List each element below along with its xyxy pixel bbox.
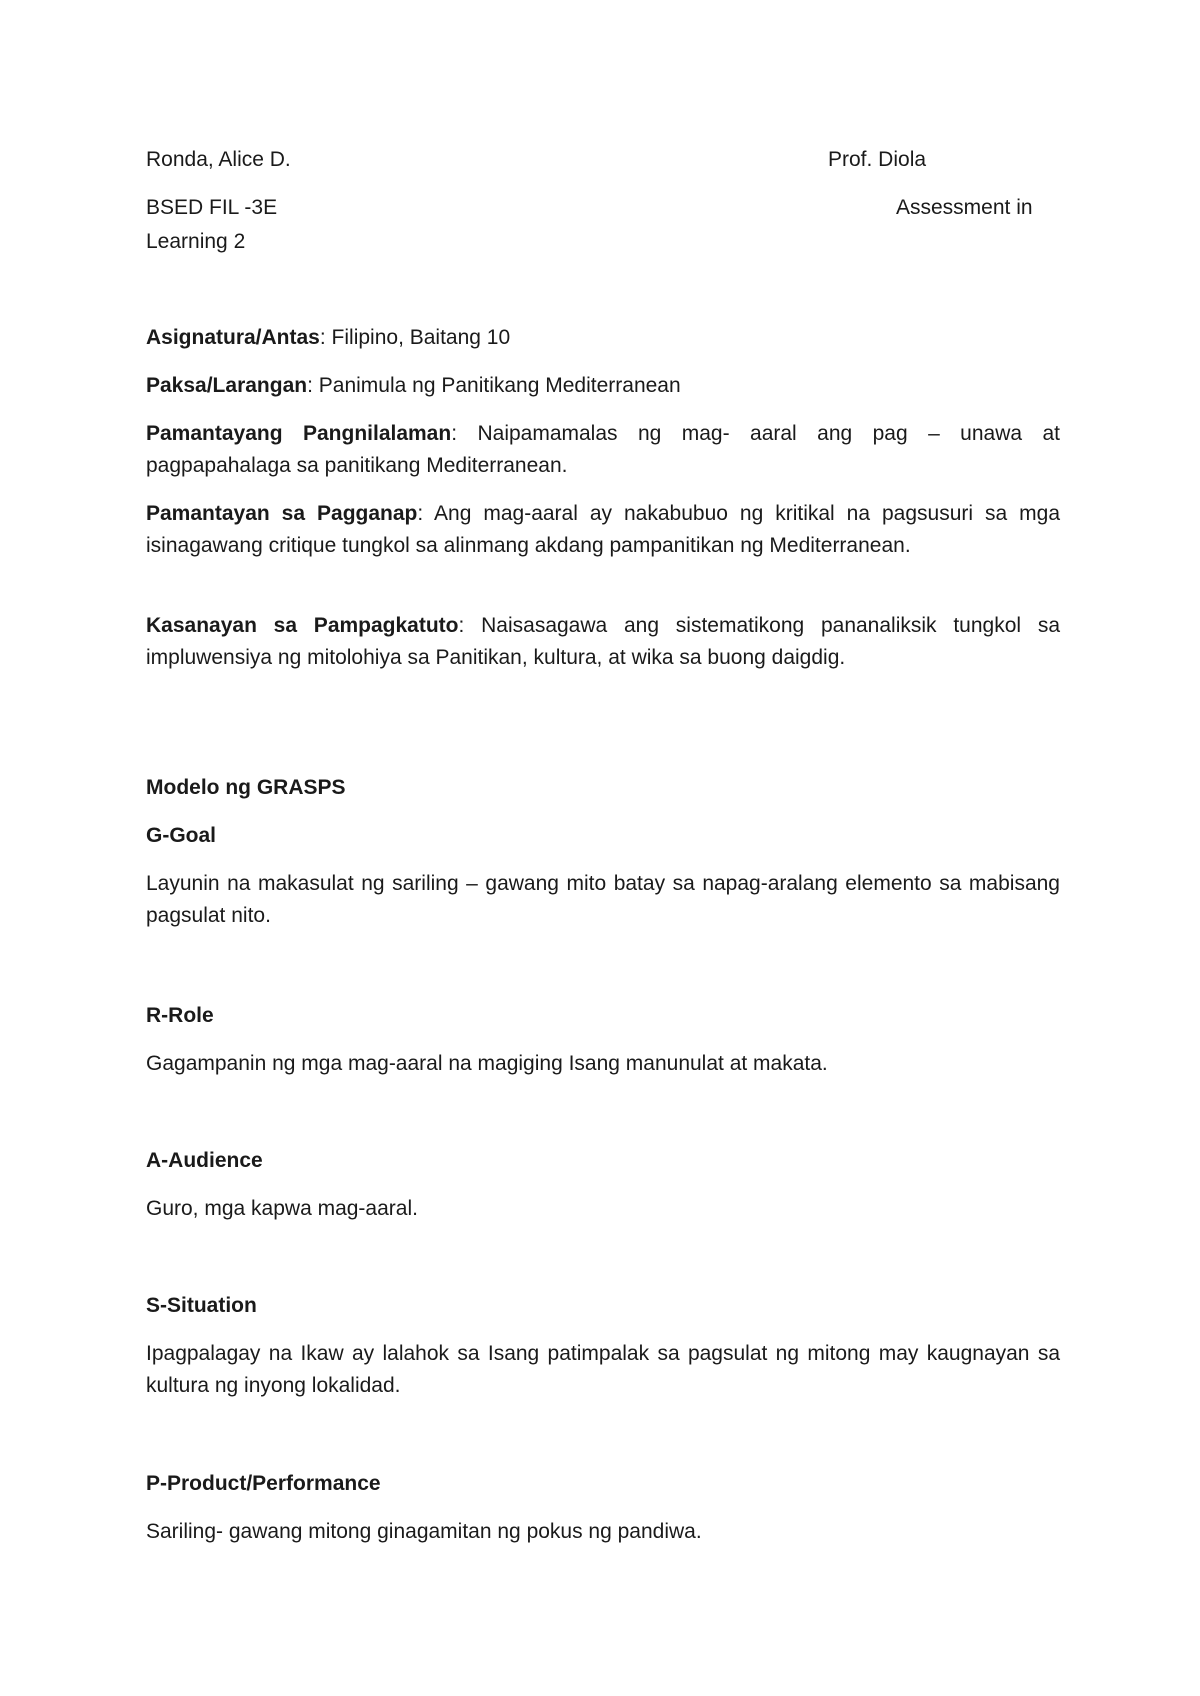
field-separator: : [451,422,458,445]
situation-text: Ipagpalagay na Ikaw ay lalahok sa Isang patimpalak sa pagsulat ng mitong may kaugnayan sa kultura ng inyong lokalidad. [146,1342,1060,1397]
professor-name: Prof. Diola [828,148,927,171]
field-kasanayan [146,610,1060,674]
product-heading: P-Product/Performance [146,1472,381,1495]
field-paksa [146,370,1060,402]
situation-heading: S-Situation [146,1294,257,1317]
field-separator: : [307,374,313,397]
audience-text: Guro, mga kapwa mag-aaral. [146,1197,418,1220]
field-label: Asignatura/Antas [146,326,320,349]
goal-heading: G-Goal [146,824,217,847]
student-name: Ronda, Alice D. [146,148,291,171]
field-separator: : [417,502,424,525]
field-value: Panimula ng Panitikang Mediterranean [312,374,681,397]
product-text: Sariling- gawang mitong ginagamitan ng pokus ng pandiwa. [146,1520,702,1543]
field-pamantayang-pangnilalaman [146,418,1060,482]
field-value: Filipino, Baitang 10 [325,326,511,349]
field-asignatura [146,322,1060,354]
audience-heading: A-Audience [146,1149,263,1172]
course-section: BSED FIL -3E [146,196,278,219]
grasps-title: Modelo ng GRASPS [146,776,346,799]
field-value: Naisasagawa ang sistematikong pananaliksik tungkol sa impluwensiya ng mitolohiya sa Panitikan, kultura, at wika sa buong daigdig. [146,614,1060,669]
subject-title-part2: Learning 2 [146,230,246,253]
field-label: Pamantayang Pangnilalaman [146,422,452,445]
goal-text: Layunin na makasulat ng sariling – gawang mito batay sa napag-aralang elemento sa mabisang pagsulat nito. [146,872,1060,927]
subject-title-part1: Assessment in [896,196,1033,219]
field-separator: : [319,326,326,349]
field-label: Kasanayan sa Pampagkatuto [146,614,459,637]
role-text: Gagampanin ng mga mag-aaral na magiging Isang manunulat at makata. [146,1052,828,1075]
role-heading: R-Role [146,1004,214,1027]
field-value: Ang mag-aaral ay nakabubuo ng kritikal na pagsusuri sa mga isinagawang critique tungkol sa alinmang akdang pampanitikan ng Mediterranean. [146,502,1061,557]
field-value: Naipamamalas ng mag- aaral ang pag – unawa at pagpapahalaga sa panitikang Mediterranean. [146,422,1060,477]
field-label: Paksa/Larangan [146,374,308,397]
field-pamantayan-sa-pagganap [146,498,1060,562]
field-label: Pamantayan sa Pagganap [146,502,418,525]
field-separator: : [458,614,465,637]
